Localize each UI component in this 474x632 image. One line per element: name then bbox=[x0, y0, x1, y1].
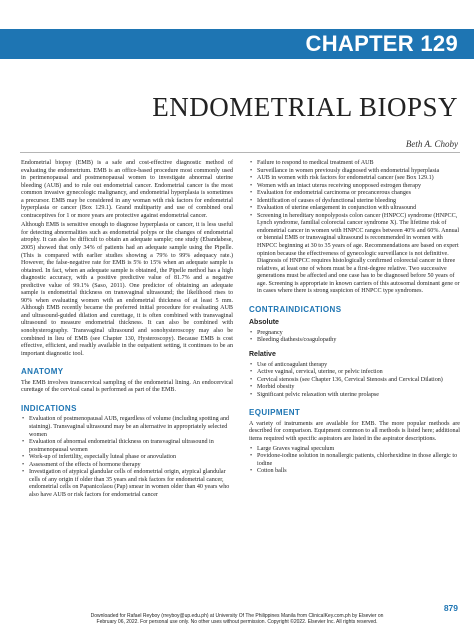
chapter-label: CHAPTER 129 bbox=[305, 31, 458, 56]
list-item: • Active vaginal, cervical, uterine, or pelvic infection bbox=[249, 369, 460, 377]
chapter-banner bbox=[0, 29, 474, 59]
list-item: • Assessment of the effects of hormone therapy bbox=[21, 462, 233, 470]
absolute-subheading: Absolute bbox=[249, 319, 279, 327]
list-item: • Surveillance in women previously diagnosed with endometrial hyperplasia bbox=[249, 168, 460, 176]
title-divider bbox=[20, 152, 460, 153]
list-item: • Povidone-iodine solution in nonallergic patients, chlorhexidine in those allergic to iodine bbox=[249, 453, 460, 468]
relative-subheading: Relative bbox=[249, 351, 276, 359]
anatomy-heading: ANATOMY bbox=[21, 367, 64, 377]
right-column bbox=[249, 160, 460, 479]
list-item: • Investigation of atypical glandular cells of endometrial origin, atypical glandular cells of any origin if older than 35 years and risk factors for endometrial cancer, endometrial cells on Papanicolaou (Pap) smear in women older than 40 years who also have AUB or risk factors for endometrial cancer bbox=[21, 469, 233, 499]
absolute-list bbox=[249, 330, 460, 345]
list-item: • Evaluation of abnormal endometrial thickness on transvaginal ultrasound in postmenopausal women bbox=[21, 439, 233, 454]
list-item: • AUB in women with risk factors for endometrial cancer (see Box 129.1) bbox=[249, 175, 460, 183]
intro-paragraph: Endometrial biopsy (EMB) is a safe and cost-effective diagnostic method of evaluating the endometrium. EMB is an office-based procedure most commonly used in perimenopausal and postmenopausal women to investigate abnormal uterine bleeding (AUB) and to rule out endometrial cancer. Endometrial cancer is the most common invasive gynecologic malignancy, and endometrial hyperplasia is sometimes a precursor. EMB may be considered in any woman with risk factors for endometrial hyperplasia or cancer (Box 129.1). Grand multiparity and use of combined oral contraceptives for 1 or more years are protective against endometrial cancer. bbox=[21, 160, 233, 219]
list-item: • Identification of causes of dysfunctional uterine bleeding bbox=[249, 198, 460, 206]
author-name: Beth A. Choby bbox=[405, 139, 458, 149]
list-item: • Evaluation for endometrial carcinoma or precancerous changes bbox=[249, 190, 460, 198]
page-number: 879 bbox=[443, 603, 458, 613]
download-footer bbox=[0, 613, 474, 625]
list-item: • Use of anticoagulant therapy bbox=[249, 362, 460, 370]
indications-heading: INDICATIONS bbox=[21, 403, 77, 413]
list-item: • Failure to respond to medical treatment of AUB bbox=[249, 160, 460, 168]
list-item: • Morbid obesity bbox=[249, 384, 460, 392]
list-item: • Large Graves vaginal speculum bbox=[249, 446, 460, 454]
list-item: • Cervical stenosis (see Chapter 136, Cervical Stenosis and Cervical Dilation) bbox=[249, 377, 460, 385]
anatomy-text: The EMB involves transcervical sampling of the endometrial lining. An endocervical curettage of the cervical canal is performed as part of the EMB. bbox=[21, 379, 233, 394]
equipment-list bbox=[249, 446, 460, 476]
footer-line: February 06, 2022. For personal use only. No other uses without permission. Copyright ©2022. Elsevier Inc. All rights reserved. bbox=[96, 619, 378, 625]
list-item: • Evaluation of uterine enlargement in conjunction with ultrasound bbox=[249, 205, 460, 213]
equipment-text: A variety of instruments are available for EMB. The more popular methods are described for comparison. Equipment common to all methods is listed here; additional items required with specific aspirators are listed in the aspirator descriptions. bbox=[249, 420, 460, 442]
intro-paragraph: Although EMB is sensitive enough to diagnose hyperplasia or cancer, it is less useful for detecting abnormalities such as endometrial polyps or the changes of endometrial atrophy. It can also be difficult to obtain an adequate sample; one study (Ebandabese, 2005) showed that only 34% of patients had an adequate sample using the Pipelle. (This is compared with earlier studies showing a 79% to 99% adequacy rate.) However, the false-negative rate for EMB is 5% to 15% when an adequate sample is obtained. In fact, when an adequate sample is obtained, the Pipelle method has a high diagnostic accuracy, with a positive predictive value of 81.7% and a negative predictive value of 99.1% (Saso, 2011). One predictor of obtaining an adequate sample is endometrial thickness on transvaginal ultrasound; the likelihood rises to 90% when evaluating women with an endometrial thickness of at least 5 mm. Although EMB recently became the preferred initial procedure for evaluating AUB and ultrasound-guided dilation and curettage, it is often combined with transvaginal ultrasound to measure endometrial thickness. It can also be combined with sonohysterography. Transvaginal ultrasound and sonohysteroscopy may also be combined in lieu of EMB (see Chapter 130, Hysteroscopy). Because EMB is cost effective, efficient, and readily available in the outpatient setting, it continues to be an important diagnostic tool. bbox=[21, 222, 233, 357]
contraindications-heading: CONTRAINDICATIONS bbox=[249, 304, 342, 314]
list-item: • Screening in hereditary nonpolyposis colon cancer (HNPCC) syndrome (HNPCC, Lynch syndrome, familial colorectal cancer syndrome X). The lifetime risk of endometrial cancer in women with HNPCC ranges between 40% and 60%. Annual or biennial EMB or transvaginal ultrasound is recommended in women with HNPCC beginning at 30 to 35 years of age. Recommendations are based on expert opinion because the effectiveness of gynecologic surveillance is not definitive. Diagnosis of HNPCC requires histologically confirmed colorectal cancer in three relatives, at least one of whom must be a first-degree relative. Two successive generations must be affected and one case has to be diagnosed before 50 years of age. Screening is appropriate in known carriers of this autosomal dominant gene or in cases where there is strong suspicion of HNPCC type syndromes. bbox=[249, 213, 460, 296]
equipment-heading: EQUIPMENT bbox=[249, 408, 301, 418]
list-item: • Cotton balls bbox=[249, 468, 460, 476]
list-item: • Significant pelvic relaxation with uterine prolapse bbox=[249, 392, 460, 400]
indications-list-left bbox=[21, 416, 233, 499]
list-item: • Women with an intact uterus receiving unopposed estrogen therapy bbox=[249, 183, 460, 191]
relative-list bbox=[249, 362, 460, 400]
left-column bbox=[21, 160, 233, 502]
list-item: • Bleeding diathesis/coagulopathy bbox=[249, 337, 460, 345]
list-item: • Pregnancy bbox=[249, 330, 460, 338]
indications-list-right bbox=[249, 160, 460, 296]
footer-line: Downloaded for Rafael Reyboy (rreyboy@up.edu.ph) at University Of The Philippines Manila from ClinicalKey.com.ph by Elsevier on bbox=[90, 613, 384, 619]
list-item: • Work-up of infertility, especially luteal phase or anovulation bbox=[21, 454, 233, 462]
chapter-title: ENDOMETRIAL BIOPSY bbox=[152, 92, 458, 122]
list-item: • Evaluation of postmenopausal AUB, regardless of volume (including spotting and staining). Transvaginal ultrasound may be an alternative in appropriately selected women bbox=[21, 416, 233, 439]
